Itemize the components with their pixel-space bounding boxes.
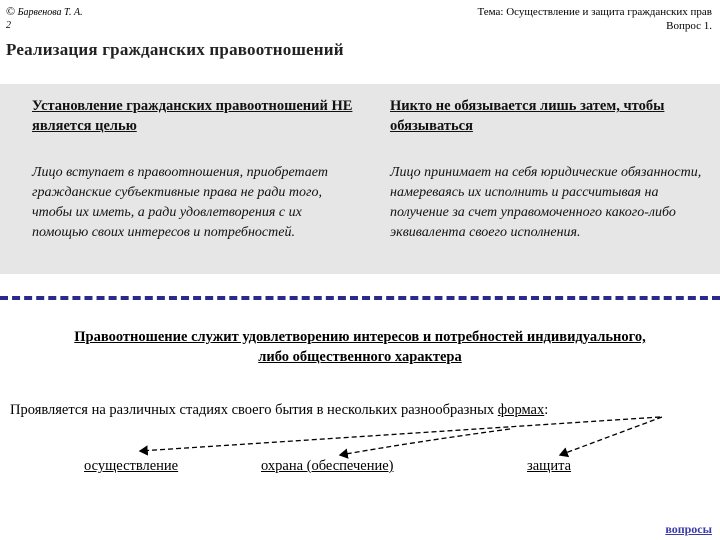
page-number: 2 — [6, 20, 11, 31]
form-protection: охрана (обеспечение) — [261, 458, 394, 474]
slide-title: Реализация гражданских правоотношений — [6, 40, 344, 59]
form-exercise: осуществление — [84, 458, 179, 474]
manifestation-keyword: формах — [497, 402, 545, 418]
right-heading: Никто не обязывается лишь затем, чтобы обязываться — [390, 98, 665, 134]
question-label: Вопрос 1. — [666, 20, 712, 32]
author-line — [6, 4, 83, 20]
manifestation-prefix: Проявляется на различных стадиях своего бытия в нескольких разнообразных — [10, 402, 498, 418]
questions-link[interactable]: вопросы — [665, 522, 712, 536]
left-heading: Установление гражданских правоотношений НЕ является целью — [32, 98, 353, 134]
copyright-symbol: © — [6, 4, 16, 18]
form-defense: защита — [527, 458, 572, 474]
left-text: Лицо вступает в правоотношения, приобретает гражданские субъективные права не ради того, чтобы их иметь, а ради удовлетворения с их помощью своих интересов и потребностей. — [32, 165, 328, 240]
manifestation-suffix: : — [544, 402, 549, 418]
dashed-divider — [0, 296, 720, 300]
author-name: Барвенова Т. А. — [17, 7, 83, 18]
main-statement: Правоотношение служит удовлетворению интересов и потребностей индивидуального, либо общественного характера — [74, 329, 646, 365]
right-text: Лицо принимает на себя юридические обязанности, намереваясь их исполнить и рассчитывая на получение за счет управомоченного какого-либо эквивалента своего исполнения. — [390, 165, 702, 240]
topic-block — [412, 5, 712, 33]
arrow-to-exercise — [140, 417, 660, 451]
topic-title: Тема: Осуществление и защита гражданских прав — [477, 6, 712, 18]
